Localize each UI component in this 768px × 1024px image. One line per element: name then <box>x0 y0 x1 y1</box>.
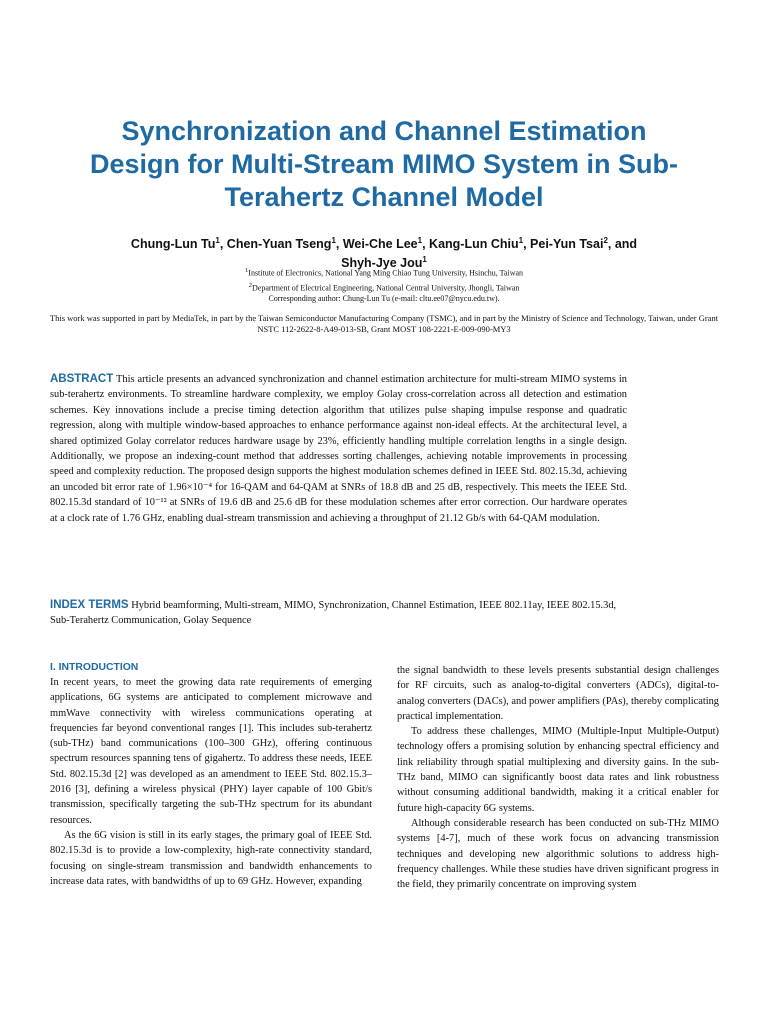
author-conjunction: and <box>614 237 638 252</box>
index-terms <box>50 598 627 629</box>
right-column <box>397 663 719 892</box>
author: Chung-Lun Tu <box>130 237 216 252</box>
section-heading: I. INTRODUCTION <box>50 662 139 673</box>
index-terms-label: INDEX TERMS <box>50 599 129 611</box>
author-list: Chung-Lun Tu$^1$, Chen-Yuan Tseng$^1$, Wei-Che Lee$^1$, Kang-Lun Chiu$^1$, Pei-Yun Tsai$^2$, and Shyh-Jye Jou$^1$ <box>130 236 638 271</box>
funding-note: This work was supported in part by MediaTek, in part by the Taiwan Semiconductor Manufacturing Company (TSMC), and in part by the Ministry of Science and Technology, Taiwan, under Grant NSTC 112-2622-8-A49-013-SB, Grant MOST 108-2221-E-009-090-MY3 <box>49 313 719 334</box>
author: Kang-Lun Chiu <box>429 237 519 252</box>
paragraph: To address these challenges, MIMO (Multiple-Input Multiple-Output) technology offers a promising solution by enhancing spectral efficiency and link reliability through spatial multiplexing and diversity gains. In the sub-THz band, MIMO can significantly boost data rates and link robustness without consuming additional bandwidth, making it a critical enabler for future high-capacity 6G systems. <box>397 726 719 814</box>
left-column <box>50 660 372 889</box>
abstract-text: This article presents an advanced synchronization and channel estimation architecture for multi-stream MIMO systems in sub-terahertz environments. To streamline hardware complexity, we employ Golay cross-correlation across all detection and estimation schemes. Key innovations include a precise timing detection algorithm that utilizes pulse shaping impulse response and quadratic regression, along with multiple window-based approaches to enhance performance against non-ideal effects. At the architectural level, a shared optimized Golay correlator reduces hardware usage by 23%, efficiently handling multiple correlation lengths in a single design. Additionally, we propose an indexing-count method that addresses sorting challenges, achieving notable improvements in processing speed and complexity reduction. The proposed design supports the highest modulation schemes defined in IEEE Std. 802.15.3d, achieving an uncoded bit error rate of 1.96×10⁻⁴ for 16-QAM and 64-QAM at SNRs of 18.8 dB and 25 dB, respectively. This meets the IEEE Std. 802.15.3d standard of 10⁻¹² at SNRs of 19.6 dB and 25.6 dB for these modulation schemes after error correction. Our hardware operates at a clock rate of 1.76 GHz, enabling dual-stream transmission and achieving a throughput of 21.12 Gb/s with 64-QAM modulation. <box>50 374 627 524</box>
corresponding-author: Corresponding author: Chung-Lun Tu (e-mail: cltu.ee07@nycu.edu.tw). <box>268 294 500 303</box>
paragraph: the signal bandwidth to these levels presents substantial design challenges for RF circuits, such as analog-to-digital converters (ADCs), digital-to-analog converters (DACs), and power amplifiers (PAs), thereby complicating practical implementation. <box>397 665 719 722</box>
author: Pei-Yun Tsai <box>530 237 604 252</box>
affiliations: $^1$Institute of Electronics, National Yang Ming Chiao Tung University, Hsinchu, Taiwan $^2$Department of Electrical Engineering, National Central University, Jhongli, Taiwan <box>244 267 524 293</box>
author: Wei-Che Lee <box>342 237 418 252</box>
author: Chen-Yuan Tseng <box>226 237 332 252</box>
affiliation: Department of Electrical Engineering, National Central University, Jhongli, Taiwan <box>251 283 520 293</box>
abstract-label: ABSTRACT <box>50 373 114 385</box>
abstract <box>50 372 627 526</box>
paper-title <box>40 115 728 214</box>
title-line: Terahertz Channel Model <box>224 182 544 212</box>
affiliation: Institute of Electronics, National Yang Ming Chiao Tung University, Hsinchu, Taiwan <box>248 268 524 278</box>
index-terms-text: Hybrid beamforming, Multi-stream, MIMO, Synchronization, Channel Estimation, IEEE 802.11ay, IEEE 802.15.3d, Sub-Terahertz Communication, Golay Sequence <box>50 600 617 627</box>
paragraph: In recent years, to meet the growing data rate requirements of emerging applications, 6G systems are anticipated to complement microwave and mmWave connectivity with wireless communications operating at frequencies far beyond conventional ranges [1]. This includes sub-terahertz (sub-THz) band communications (100–300 GHz), offering continuous spectrum resources spanning tens of gigahertz. To address these needs, IEEE Std. 802.15.3d [2] was developed as an amendment to IEEE Std. 802.15.3–2016 [3], defining a wireless physical (PHY) layer capable of 100 Gbit/s transmission, specifically targeting the sub-THz spectrum for its abundant resources. <box>50 677 372 826</box>
author: Shyh-Jye Jou <box>341 256 423 271</box>
title-line: Design for Multi-Stream MIMO System in Sub- <box>89 149 679 179</box>
title-line: Synchronization and Channel Estimation <box>121 116 647 146</box>
paragraph: Although considerable research has been conducted on sub-THz MIMO systems [4-7], much of these work focus on advancing transmission techniques and developing new algorithmic solutions to address high-frequency challenges. While these studies have driven significant progress in the field, they primarily concentrate on improving system <box>397 817 719 891</box>
paragraph: As the 6G vision is still in its early stages, the primary goal of IEEE Std. 802.15.3d is to provide a low-complexity, high-rate connectivity standard, focusing on single-stream transmission and bandwidth enhancements to increase data rates, with bandwidths of up to 69 GHz. However, expanding <box>50 829 372 887</box>
